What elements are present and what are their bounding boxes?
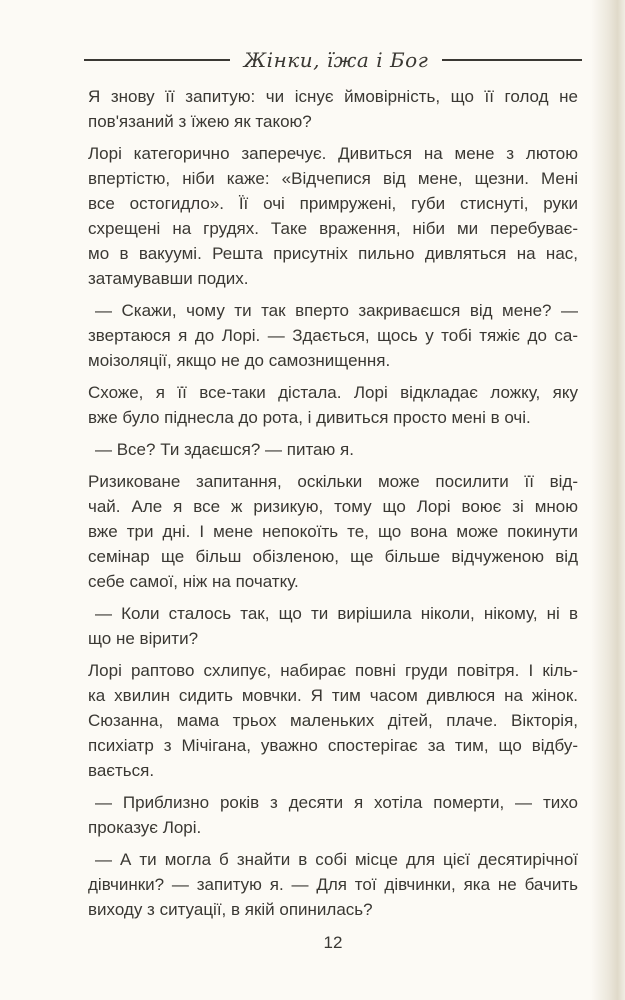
text-line: ка хвилин сидить мовчки. Я тим часом дивлюся на жінок. xyxy=(88,686,578,705)
text-line: Схоже, я її все-таки дістала. Лорі відкладає ложку, яку xyxy=(88,383,578,402)
text-line: виходу з ситуації, в якій опинилась? xyxy=(88,900,373,919)
paragraph-dialogue xyxy=(88,601,578,651)
text-line: Ризиковане запитання, оскільки може посилити її від- xyxy=(88,472,578,491)
text-line: — Коли сталось так, що ти вирішила ніколи, нікому, ні в xyxy=(95,604,578,623)
text-line: вже три дні. І мене непокоїть те, що вона може покинути xyxy=(88,522,578,541)
text-line: що не вірити? xyxy=(88,629,199,648)
text-line: — А ти могла б знайти в собі місце для цієї десятирічної xyxy=(95,850,578,869)
paragraph-dialogue xyxy=(88,847,578,922)
paragraph-dialogue xyxy=(88,437,578,462)
text-line: — Скажи, чому ти так вперто закриваєшся від мене? — xyxy=(95,301,578,320)
text-line: — Приблизно років з десяти я хотіла померти, — тихо xyxy=(95,793,578,812)
text-line: чай. Але я все ж ризикую, тому що Лорі воює зі мною xyxy=(88,497,578,516)
header-rule-left xyxy=(84,59,230,61)
text-line: Лорі раптово схлипує, набирає повні груди повітря. І кіль- xyxy=(88,661,578,680)
paragraph-dialogue xyxy=(88,298,578,373)
text-line: дівчинки? — запитую я. — Для тої дівчинки, яка не бачить xyxy=(88,875,578,894)
text-line: впертістю, ніби каже: «Відчепися від мене, щезни. Мені xyxy=(88,169,578,188)
text-line: вається. xyxy=(88,761,155,780)
text-line: психіатр з Мічігана, уважно спостерігає за тим, що відбу- xyxy=(88,736,578,755)
paragraph-dialogue xyxy=(88,790,578,840)
page-number: 12 xyxy=(323,933,343,952)
text-line: схрещені на грудях. Таке враження, ніби ми перебуває- xyxy=(88,219,578,238)
body-text xyxy=(88,84,578,929)
text-line: вже було піднесла до рота, і дивиться просто мені в очі. xyxy=(88,408,531,427)
text-line: моізоляції, якщо не до самознищення. xyxy=(88,351,391,370)
text-line: все остогидло». Її очі примружені, губи стиснуті, руки xyxy=(88,194,578,213)
text-line: себе самої, ніж на початку. xyxy=(88,572,299,591)
text-line: Я знову її запитую: чи існує ймовірність, що її голод не xyxy=(88,87,578,106)
running-header xyxy=(88,44,578,76)
page-edge-shadow xyxy=(591,0,625,1000)
text-line: — Все? Ти здаєшся? — питаю я. xyxy=(95,440,354,459)
text-line: Лорі категорично заперечує. Дивиться на мене з лютою xyxy=(88,144,578,163)
paragraph-narrative xyxy=(88,84,578,134)
paragraph-narrative xyxy=(88,380,578,430)
text-line: звертаюся я до Лорі. — Здається, щось у тобі тяжіє до са- xyxy=(88,326,578,345)
header-rule-right xyxy=(442,59,582,61)
text-line: пов'язаний з їжею як такою? xyxy=(88,112,312,131)
running-title: Жінки, їжа і Бог xyxy=(243,48,429,72)
paragraph-narrative xyxy=(88,658,578,783)
text-line: Сюзанна, мама трьох маленьких дітей, плаче. Вікторія, xyxy=(88,711,578,730)
text-line: проказує Лорі. xyxy=(88,818,202,837)
text-line: мо в вакуумі. Решта присутніх пильно дивляться на нас, xyxy=(88,244,578,263)
paragraph-narrative xyxy=(88,141,578,291)
text-line: затамувавши подих. xyxy=(88,269,249,288)
text-line: семінар ще більш обізленою, ще більше відчуженою від xyxy=(88,547,578,566)
paragraph-narrative xyxy=(88,469,578,594)
